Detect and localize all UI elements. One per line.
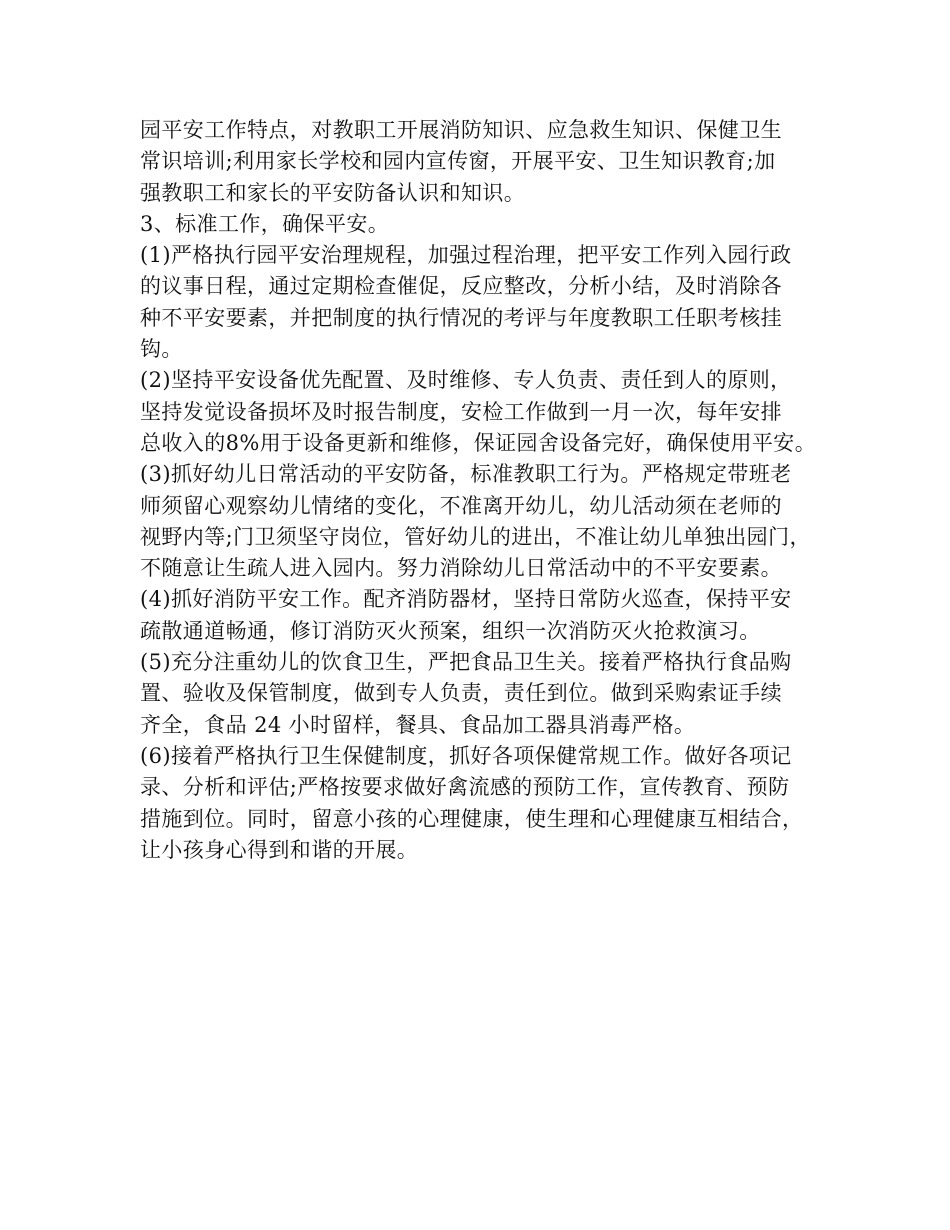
text-line: (5)充分注重幼儿的饮食卫生，严把食品卫生关。接着严格执行食品购: [140, 650, 792, 675]
text-line: 疏散通道畅通，修订消防灭火预案，组织一次消防灭火抢救演习。: [140, 618, 761, 643]
text-line: 钩。: [140, 337, 183, 362]
text-line: 齐全，食品 24 小时留样，餐具、食品加工器具消毒严格。: [140, 712, 696, 737]
section-heading: 3、标准工作，确保平安。: [140, 211, 390, 236]
text-line: (2)坚持平安设备优先配置、及时维修、专人负责、责任到人的原则，: [140, 368, 792, 393]
text-line: (1)严格执行园平安治理规程，加强过程治理，把平安工作列入园行政: [140, 243, 792, 268]
text-line: 措施到位。同时，留意小孩的心理健康，使生理和心理健康互相结合，: [140, 806, 804, 831]
text-line: 园平安工作特点，对教职工开展消防知识、应急救生知识、保健卫生: [140, 118, 782, 142]
text-line: 置、验收及保管制度，做到专人负责，责任到位。做到采购索证手续: [140, 681, 782, 706]
text-line: 录、分析和评估;严格按要求做好禽流感的预防工作，宣传教育、预防: [140, 775, 790, 800]
text-line: 总收入的8%用于设备更新和维修，保证园舍设备完好，确保使用平安。: [140, 430, 817, 455]
text-line: 让小孩身心得到和谐的开展。: [140, 837, 419, 862]
text-line: (6)接着严格执行卫生保健制度，抓好各项保健常规工作。做好各项记: [140, 743, 792, 768]
text-line: 常识培训;利用家长学校和园内宣传窗，开展平安、卫生知识教育;加: [140, 149, 776, 174]
text-line: (4)抓好消防平安工作。配齐消防器材，坚持日常防火巡查，保持平安: [140, 587, 792, 612]
text-line: 种不平安要素，并把制度的执行情况的考评与年度教职工任职考核挂: [140, 305, 782, 330]
text-line: 不随意让生疏人进入园内。努力消除幼儿日常活动中的不平安要素。: [140, 556, 782, 581]
text-line: 坚持发觉设备损坏及时报告制度，安检工作做到一月一次，每年安排: [140, 399, 782, 424]
text-line: 视野内等;门卫须坚守岗位，管好幼儿的进出，不准让幼儿单独出园门，: [140, 524, 811, 549]
text-line: 强教职工和家长的平安防备认识和知识。: [140, 180, 526, 205]
text-line: 师须留心观察幼儿情绪的变化，不准离开幼儿，幼儿活动须在老师的: [140, 493, 782, 518]
text-line: 的议事日程，通过定期检查催促，反应整改，分析小结，及时消除各: [140, 274, 782, 299]
text-line: (3)抓好幼儿日常活动的平安防备，标准教职工行为。严格规定带班老: [140, 462, 792, 487]
document-body: [140, 115, 840, 866]
